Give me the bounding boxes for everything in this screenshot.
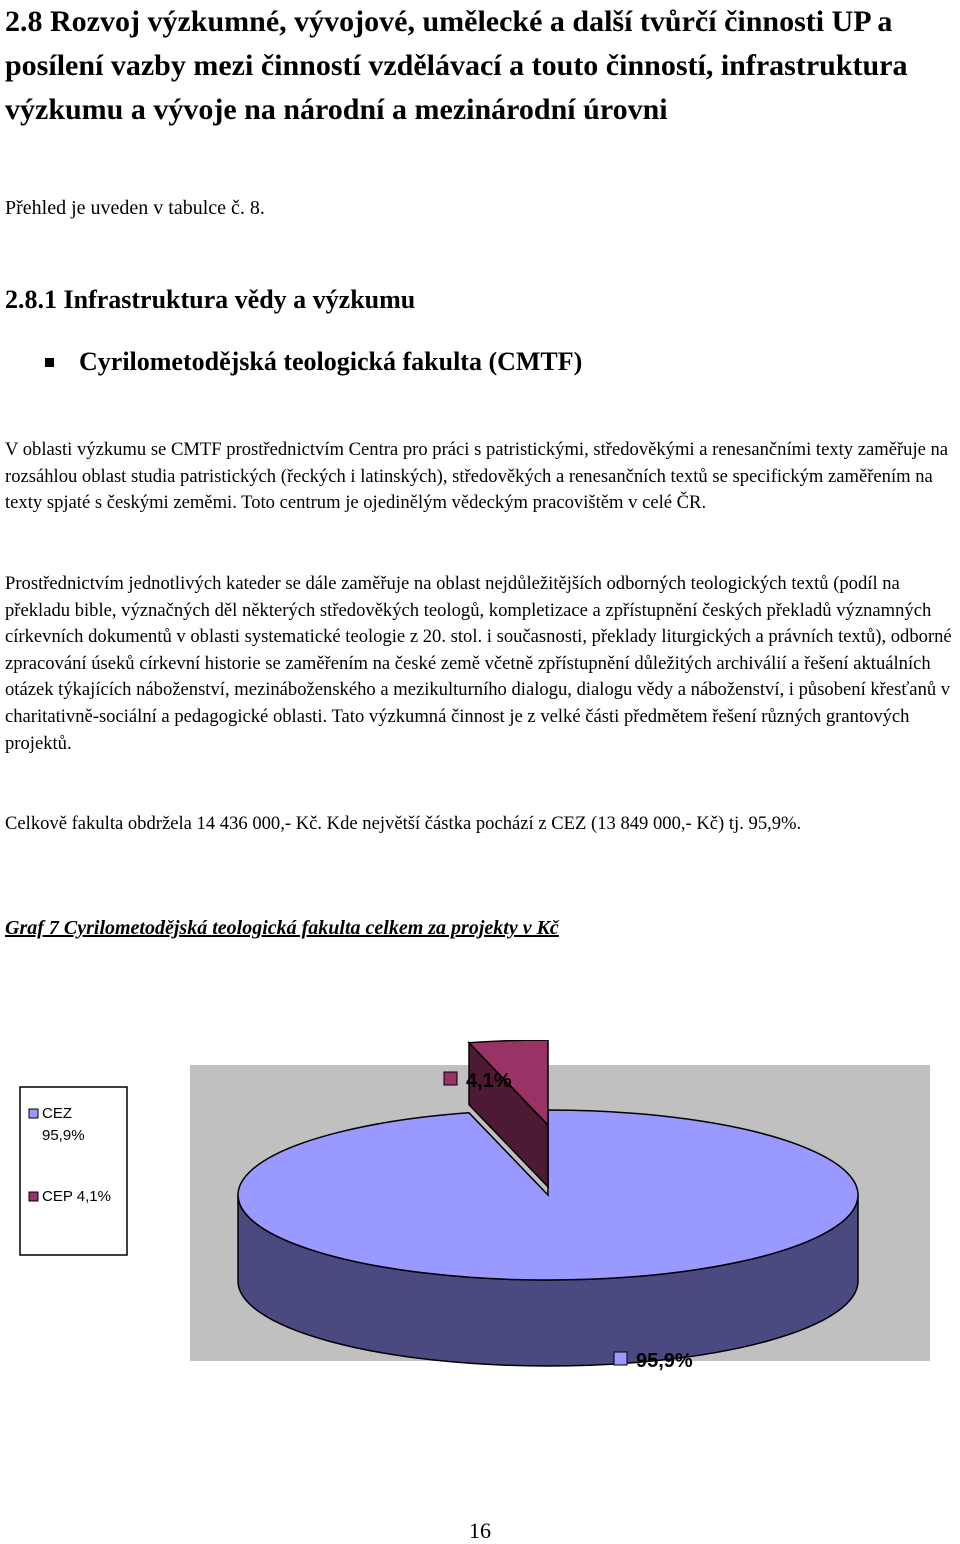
- square-bullet-icon: [45, 358, 54, 367]
- bullet-item: [45, 345, 582, 379]
- chart-caption: Graf 7 Cyrilometodějská teologická fakulta celkem za projekty v Kč: [5, 917, 559, 939]
- pie-chart: [0, 1040, 960, 1400]
- legend-label: CEZ 95,9%: [42, 1105, 85, 1144]
- subsection-heading: 2.8.1 Infrastruktura vědy a výzkumu: [5, 285, 416, 314]
- intro-text: Přehled je uveden v tabulce č. 8.: [5, 197, 265, 219]
- page-number: 16: [469, 1518, 491, 1543]
- section-heading: 2.8 Rozvoj výzkumné, vývojové, umělecké a další tvůrčí činnosti UP a posílení vazby mezi činností vzdělávací a touto činností, infrastruktura výzkumu a vývoje na národní a mezinárodní úrovni: [5, 5, 908, 126]
- legend-label: CEP 4,1%: [42, 1188, 111, 1205]
- legend-swatch: [29, 1109, 38, 1118]
- data-label-swatch: [614, 1352, 627, 1365]
- data-label-swatch: [444, 1072, 457, 1085]
- data-label: 4,1%: [466, 1070, 512, 1092]
- paragraph: Celkově fakulta obdržela 14 436 000,- Kč. Kde největší částka pochází z CEZ (13 849 000,- Kč) tj. 95,9%.: [5, 813, 802, 834]
- data-label: 95,9%: [636, 1350, 693, 1372]
- bullet-item-label: Cyrilometodějská teologická fakulta (CMTF): [79, 347, 583, 376]
- paragraph: Prostřednictvím jednotlivých kateder se dále zaměřuje na oblast nejdůležitějších odborných teologických textů (podíl na překladu bible, význačných děl některých středověkých teologů, kompletizace a zpřístupnění českých překladů významných církevních dokumentů v oblasti systematické teologie z 20. stol. i současnosti, překlady liturgických a právních textů), odborné zpracování úseků církevní historie se zaměřením na české země včetně zpřístupnění důležitých archiválií a řešení aktuálních otázek týkajících náboženství, mezináboženského a mezikulturního dialogu, dialogu vědy a náboženství, i působení křesťanů v charitativně-sociální a pedagogické oblasti. Tato výzkumná činnost je z velké části předmětem řešení různých grantových projektů.: [5, 573, 952, 754]
- paragraph: V oblasti výzkumu se CMTF prostřednictvím Centra pro práci s patristickými, středověkými a renesančními texty zaměřuje na rozsáhlou oblast studia patristických (řeckých i latinských), středověkých a renesančních textů se specifickým zaměřením na texty spjaté s českými zeměmi. Toto centrum je ojedinělým vědeckým pracovištěm v celé ČR.: [5, 439, 949, 514]
- legend-swatch: [29, 1192, 38, 1201]
